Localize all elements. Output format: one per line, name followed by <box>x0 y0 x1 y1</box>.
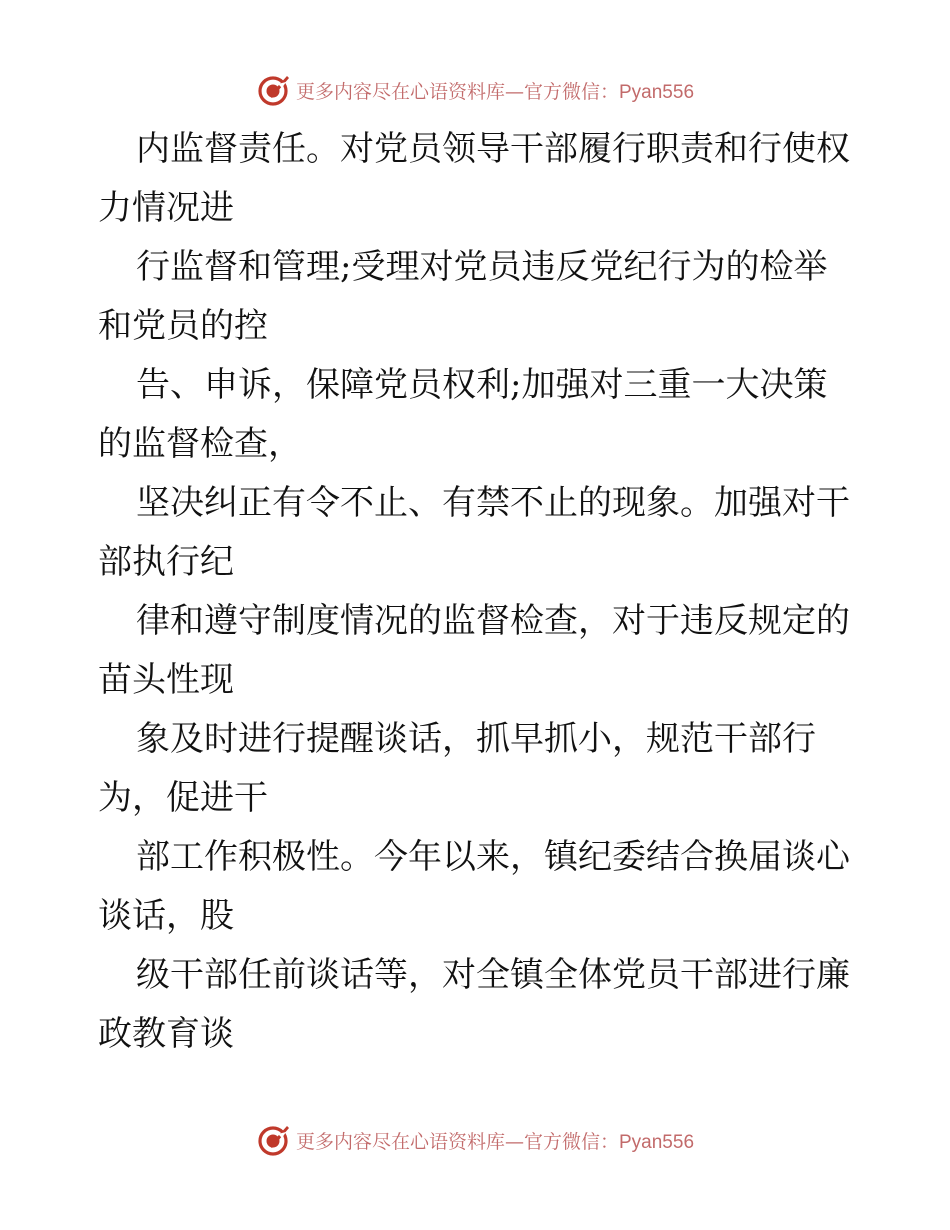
footer-wechat-id: Pyan556 <box>619 1131 695 1153</box>
document-body <box>98 120 858 1064</box>
footer-banner-text: 更多内容尽在心语资料库—官方微信：Pyan556 <box>295 1130 695 1153</box>
body-line: 为，促进干 <box>98 778 268 818</box>
body-line: 象及时进行提醒谈话，抓早抓小，规范干部行 <box>136 719 816 759</box>
header-banner <box>0 70 950 110</box>
body-line: 苗头性现 <box>98 660 234 700</box>
body-line: 级干部任前谈话等，对全镇全体党员干部进行廉 <box>136 955 850 995</box>
quill-pen-logo-icon <box>256 72 292 108</box>
header-wechat-id: Pyan556 <box>619 81 695 103</box>
body-line: 政教育谈 <box>98 1014 234 1054</box>
body-line: 坚决纠正有令不止、有禁不止的现象。加强对干 <box>136 483 850 523</box>
body-line: 律和遵守制度情况的监督检查，对于违反规定的 <box>136 601 850 641</box>
body-line: 的监督检查， <box>98 424 302 464</box>
quill-pen-logo-icon <box>256 1122 292 1158</box>
body-line: 力情况进 <box>98 188 234 228</box>
body-line: 部执行纪 <box>98 542 234 582</box>
body-line: 和党员的控 <box>98 306 268 346</box>
footer-banner <box>0 1120 950 1160</box>
body-line: 告、申诉，保障党员权利;加强对三重一大决策 <box>136 365 828 405</box>
body-line: 行监督和管理;受理对党员违反党纪行为的检举 <box>136 247 828 287</box>
body-line: 部工作积极性。今年以来，镇纪委结合换届谈心 <box>136 837 850 877</box>
header-banner-text: 更多内容尽在心语资料库—官方微信：Pyan556 <box>295 80 695 103</box>
body-line: 谈话，股 <box>98 896 234 936</box>
body-line: 内监督责任。对党员领导干部履行职责和行使权 <box>136 129 850 169</box>
